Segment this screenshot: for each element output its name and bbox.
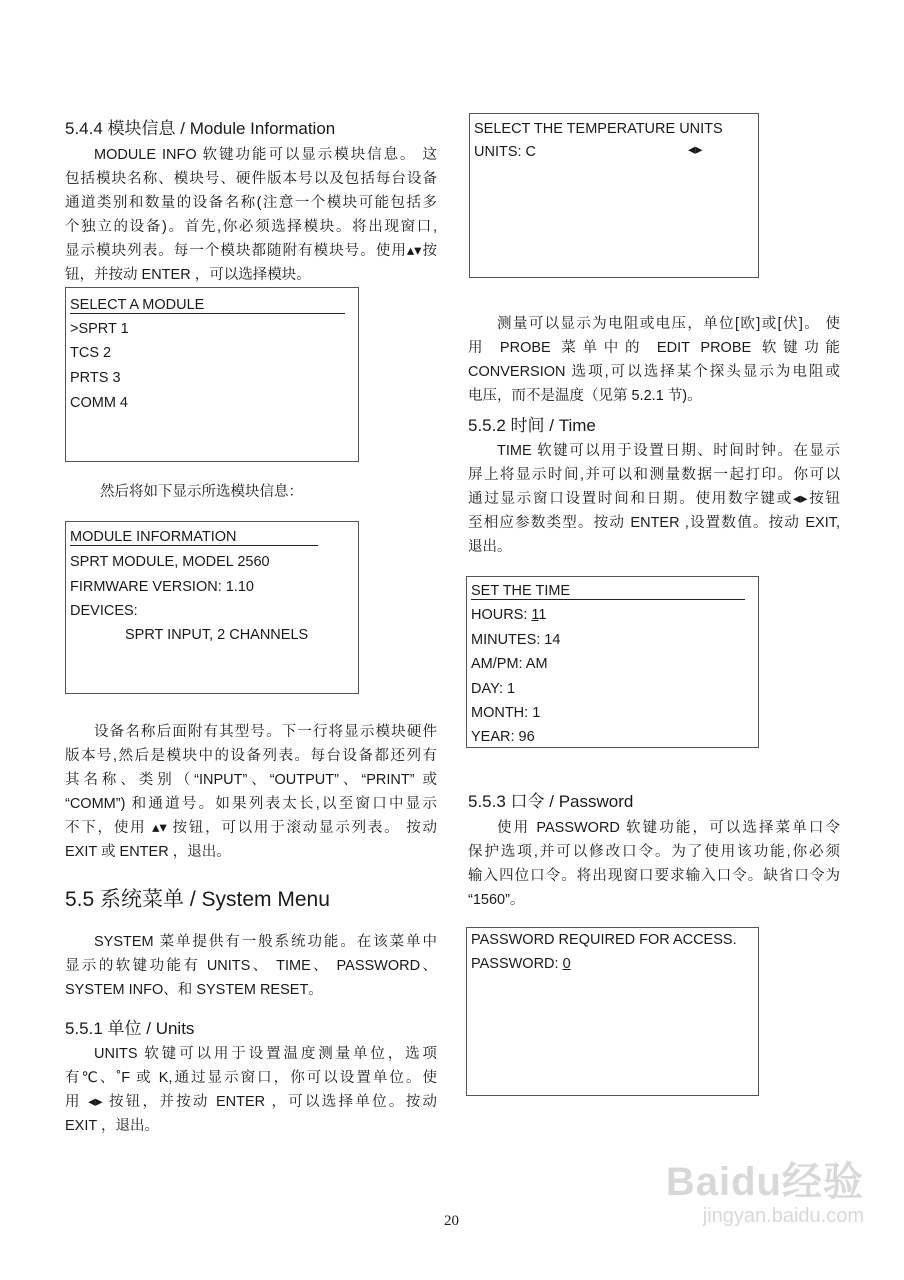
hours-rest: 1 — [538, 607, 547, 623]
text-line: 用 ◂▸ 按钮，并按动 ENTER ，可以选择单位。按动 — [65, 1094, 437, 1110]
minutes-line: MINUTES: 14 — [471, 632, 561, 648]
window-title: SET THE TIME — [471, 583, 745, 600]
heading-5-5-1: 5.5.1 单位 / Units — [65, 1019, 195, 1038]
text-line: 屏上将显示时间,并可以和测量数据一起打印。你可以 — [468, 467, 840, 483]
day-line: DAY: 1 — [471, 681, 516, 697]
text-line: “1560”。 — [468, 892, 525, 908]
watermark-logo: Baidu经验 — [665, 1160, 864, 1204]
text-line: 个独立的设备)。首先,你必须选择模块。将出现窗口, — [65, 219, 437, 235]
text-line: 测量可以显示为电阻或电压，单位[欧]或[伏]。 使 — [497, 316, 840, 332]
module-item: COMM 4 — [70, 395, 128, 411]
heading-5-5-3: 5.5.3 口令 / Password — [468, 792, 634, 811]
left-right-arrows-icon: ◂▸ — [688, 142, 703, 158]
text-line: 不下，使用 ▴▾ 按钮，可以用于滚动显示列表。 按动 — [65, 820, 437, 836]
devices-label: DEVICES: — [70, 603, 138, 619]
text-line: 通道类别和数量的设备名称(注意一个模块可能包括多 — [65, 195, 437, 211]
paragraph-module-info — [65, 143, 437, 287]
text-line: 钮，并按动 ENTER ，可以选择模块。 — [65, 267, 311, 283]
text-line: UNITS 软键可以用于设置温度测量单位，选项 — [94, 1046, 437, 1062]
text-line: 版本号,然后是模块中的设备列表。每台设备都还列有 — [65, 748, 437, 764]
paragraph-then: 然后将如下显示所选模块信息： — [100, 484, 303, 500]
window-title: SELECT A MODULE — [70, 297, 345, 314]
password-line — [471, 956, 571, 972]
text-line: 保护选项,并可以修改口令。为了使用该功能,你必须 — [468, 844, 840, 860]
ampm-line: AM/PM: AM — [471, 656, 548, 672]
hours-line — [471, 607, 547, 623]
text-line: “COMM”) 和通道号。如果列表太长,以至窗口中显示 — [65, 796, 437, 812]
watermark-url: jingyan.baidu.com — [702, 1205, 864, 1227]
password-label: PASSWORD: — [471, 956, 563, 972]
text-line: TIME 软键可以用于设置日期、时间时钟。在显示 — [497, 443, 840, 459]
text-line: 输入四位口令。将出现窗口要求输入口令。缺省口令为 — [468, 868, 840, 884]
text-line: 至相应参数类型。按动 ENTER ,设置数值。按动 EXIT, — [468, 515, 840, 531]
text-line: 使用 PASSWORD 软键功能，可以选择菜单口令 — [497, 820, 840, 836]
text-line: 通过显示窗口设置时间和日期。使用数字键或◂▸按钮 — [468, 491, 840, 507]
text-line: CONVERSION 选项,可以选择某个探头显示为电阻或 — [468, 364, 840, 380]
paragraph-probe-conversion — [468, 312, 840, 408]
paragraph-password — [468, 816, 840, 912]
window-title: MODULE INFORMATION — [70, 529, 318, 546]
module-item: TCS 2 — [70, 345, 112, 361]
set-time-window — [466, 576, 759, 748]
module-item: PRTS 3 — [70, 370, 121, 386]
paragraph-time — [468, 439, 840, 559]
year-line: YEAR: 96 — [471, 729, 535, 745]
firmware-line: FIRMWARE VERSION: 1.10 — [70, 579, 254, 595]
password-window — [466, 927, 759, 1096]
text-line: 有℃、˚F 或 K,通过显示窗口，你可以设置单位。使 — [65, 1070, 437, 1086]
select-units-window — [469, 113, 759, 278]
month-line: MONTH: 1 — [471, 705, 541, 721]
text-line: 用 PROBE 菜单中的 EDIT PROBE 软键功能 — [468, 340, 840, 356]
module-information-window — [65, 521, 359, 694]
text-line: 显示的软键功能有 UNITS、 TIME、 PASSWORD、 — [65, 958, 437, 974]
window-title: PASSWORD REQUIRED FOR ACCESS. — [471, 932, 737, 948]
text-line: EXIT ，退出。 — [65, 1118, 159, 1134]
units-line: UNITS: C — [474, 144, 537, 160]
heading-5-5: 5.5 系统菜单 / System Menu — [65, 888, 330, 911]
window-title: SELECT THE TEMPERATURE UNITS — [474, 121, 723, 137]
page-number: 20 — [444, 1213, 459, 1229]
module-item: >SPRT 1 — [70, 321, 129, 337]
text-line: MODULE INFO 软键功能可以显示模块信息。 这 — [94, 147, 437, 163]
module-line: SPRT MODULE, MODEL 2560 — [70, 554, 270, 570]
text-line: EXIT 或 ENTER ，退出。 — [65, 844, 231, 860]
text-line: 显示模块列表。每一个模块都随附有模块号。使用▴▾按 — [65, 243, 437, 259]
text-line: SYSTEM 菜单提供有一般系统功能。在该菜单中 — [94, 934, 437, 950]
text-line: 设备名称后面附有其型号。下一行将显示模块硬件 — [94, 724, 437, 740]
baidu-watermark — [666, 1150, 864, 1228]
select-module-window — [65, 287, 359, 462]
text-line: SYSTEM INFO、和 SYSTEM RESET。 — [65, 982, 323, 998]
cursor-digit: 1 — [531, 607, 539, 623]
paragraph-device-list — [65, 720, 437, 864]
heading-5-5-2: 5.5.2 时间 / Time — [468, 416, 596, 435]
text-line: 电压，而不是温度（见第 5.2.1 节)。 — [468, 388, 702, 404]
paragraph-units — [65, 1042, 437, 1138]
text-line: 包括模块名称、模块号、硬件版本号以及包括每台设备 — [65, 171, 437, 187]
text-line: 退出。 — [468, 539, 512, 555]
heading-5-4-4: 5.4.4 模块信息 / Module Information — [65, 119, 336, 138]
device-item: SPRT INPUT, 2 CHANNELS — [125, 627, 309, 643]
text-line: 其名称、类别（“INPUT”、“OUTPUT”、“PRINT” 或 — [65, 772, 437, 788]
hours-label: HOURS: — [471, 607, 532, 623]
password-value: 0 — [562, 956, 571, 972]
paragraph-system-menu — [65, 930, 437, 1002]
